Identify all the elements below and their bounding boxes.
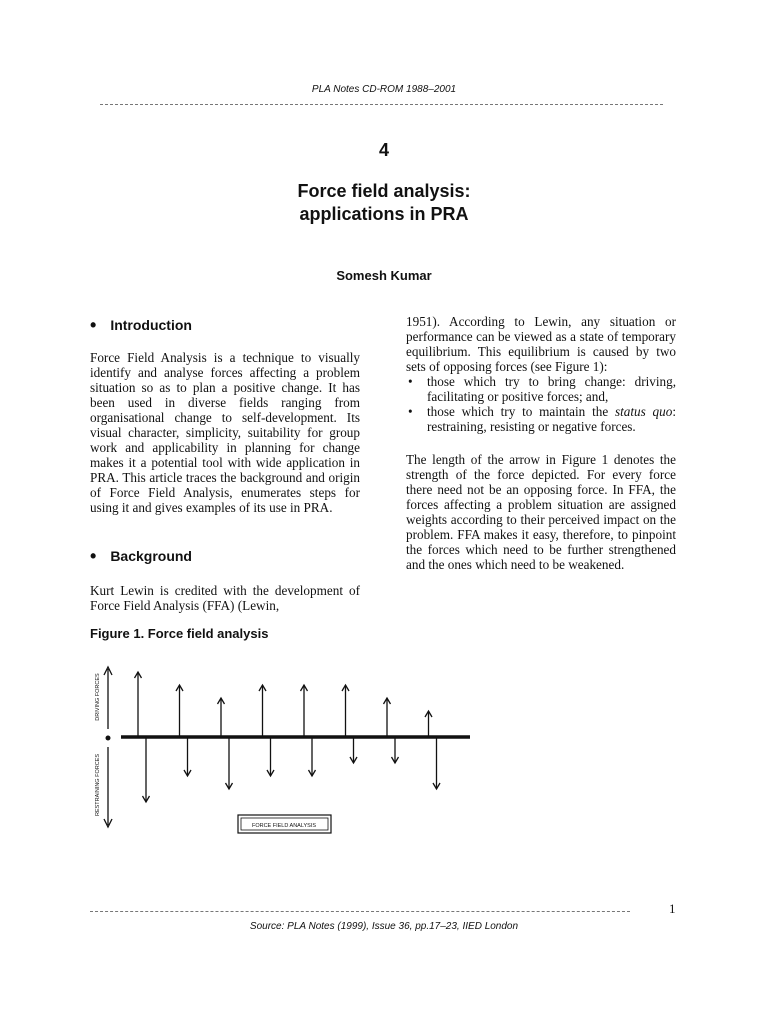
driving-force-arrow [425, 711, 432, 737]
background-heading [90, 548, 192, 564]
restraining-force-arrow [433, 737, 440, 789]
restraining-forces-label: RESTRAINING FORCES [95, 753, 101, 817]
chapter-number: 4 [378, 140, 389, 160]
bullet-icon: • [90, 546, 97, 566]
page-number: 1 [669, 901, 676, 916]
status-quo-emphasis: status quo [614, 404, 673, 419]
restraining-force-arrow [350, 737, 357, 763]
footer-rule [90, 911, 630, 912]
restraining-force-arrow [184, 737, 191, 776]
running-header: PLA Notes CD-ROM 1988–2001 [311, 84, 457, 95]
driving-force-arrow [218, 698, 225, 737]
figure-label-text: FORCE FIELD ANALYSIS [251, 823, 317, 829]
driving-force-arrow [301, 685, 308, 737]
right-column [406, 314, 676, 572]
bullet-icon: • [90, 315, 97, 335]
restraining-force-arrow [226, 737, 233, 789]
restraining-force-arrow [392, 737, 399, 763]
introduction-heading-text: Introduction [110, 317, 192, 333]
introduction-paragraph: Force Field Analysis is a technique to visually identify and analyse forces affecting a problem situation so as to plan a positive change. It has been used in diverse fields ranging from organisational change to self-development. Its visual character, simplicity, suitability for group work and applicability in planning for change makes it a potential tool with wide application in PRA. This article traces the background and origin of Force Field Analysis, enumerates steps for using it and gives examples of its use in PRA. [90, 350, 360, 515]
background-paragraph: Kurt Lewin is credited with the development of Force Field Analysis (FFA) (Lewin, [90, 583, 360, 613]
driving-force-arrow [342, 685, 349, 737]
force-field-diagram [88, 655, 488, 845]
introduction-heading [90, 317, 192, 333]
title-line-1: Force field analysis: [297, 181, 471, 201]
list-item: • those which try to bring change: driving, facilitating or positive forces; and, [406, 374, 676, 404]
header-rule [100, 104, 663, 105]
list-item: • those which try to maintain the status quo: restraining, resisting or negative forces. [406, 404, 676, 434]
background-heading-text: Background [110, 548, 192, 564]
driving-force-arrow [176, 685, 183, 737]
driving-forces-label: DRIVING FORCES [95, 673, 101, 721]
restraining-force-arrow [309, 737, 316, 776]
forces-list [406, 374, 676, 434]
restraining-force-arrow [143, 737, 150, 802]
right-paragraph-1: 1951). According to Lewin, any situation or performance can be viewed as a state of temporary equilibrium. This equilibrium is caused by two sets of opposing forces (see Figure 1): [406, 314, 676, 374]
driving-force-arrow [384, 698, 391, 737]
driving-force-arrow [135, 672, 142, 737]
restraining-axis-arrow [104, 747, 112, 827]
author-name: Somesh Kumar [336, 268, 432, 283]
driving-axis-arrow [104, 667, 112, 729]
figure-caption: Figure 1. Force field analysis [90, 626, 269, 641]
footer-source: Source: PLA Notes (1999), Issue 36, pp.17–23, IIED London [249, 921, 519, 932]
article-title [0, 180, 768, 226]
right-paragraph-2: The length of the arrow in Figure 1 denotes the strength of the force depicted. For every force there need not be an opposing force. In FFA, the forces affecting a problem situation are assigned weights according to their perceived impact on the problem. FFA makes it easy, therefore, to pinpoint the forces which need to be further strengthened and the ones which need to be weakened. [406, 452, 676, 572]
driving-force-arrow [259, 685, 266, 737]
axis-dot [106, 736, 111, 741]
title-line-2: applications in PRA [299, 204, 469, 224]
restraining-force-arrow [267, 737, 274, 776]
